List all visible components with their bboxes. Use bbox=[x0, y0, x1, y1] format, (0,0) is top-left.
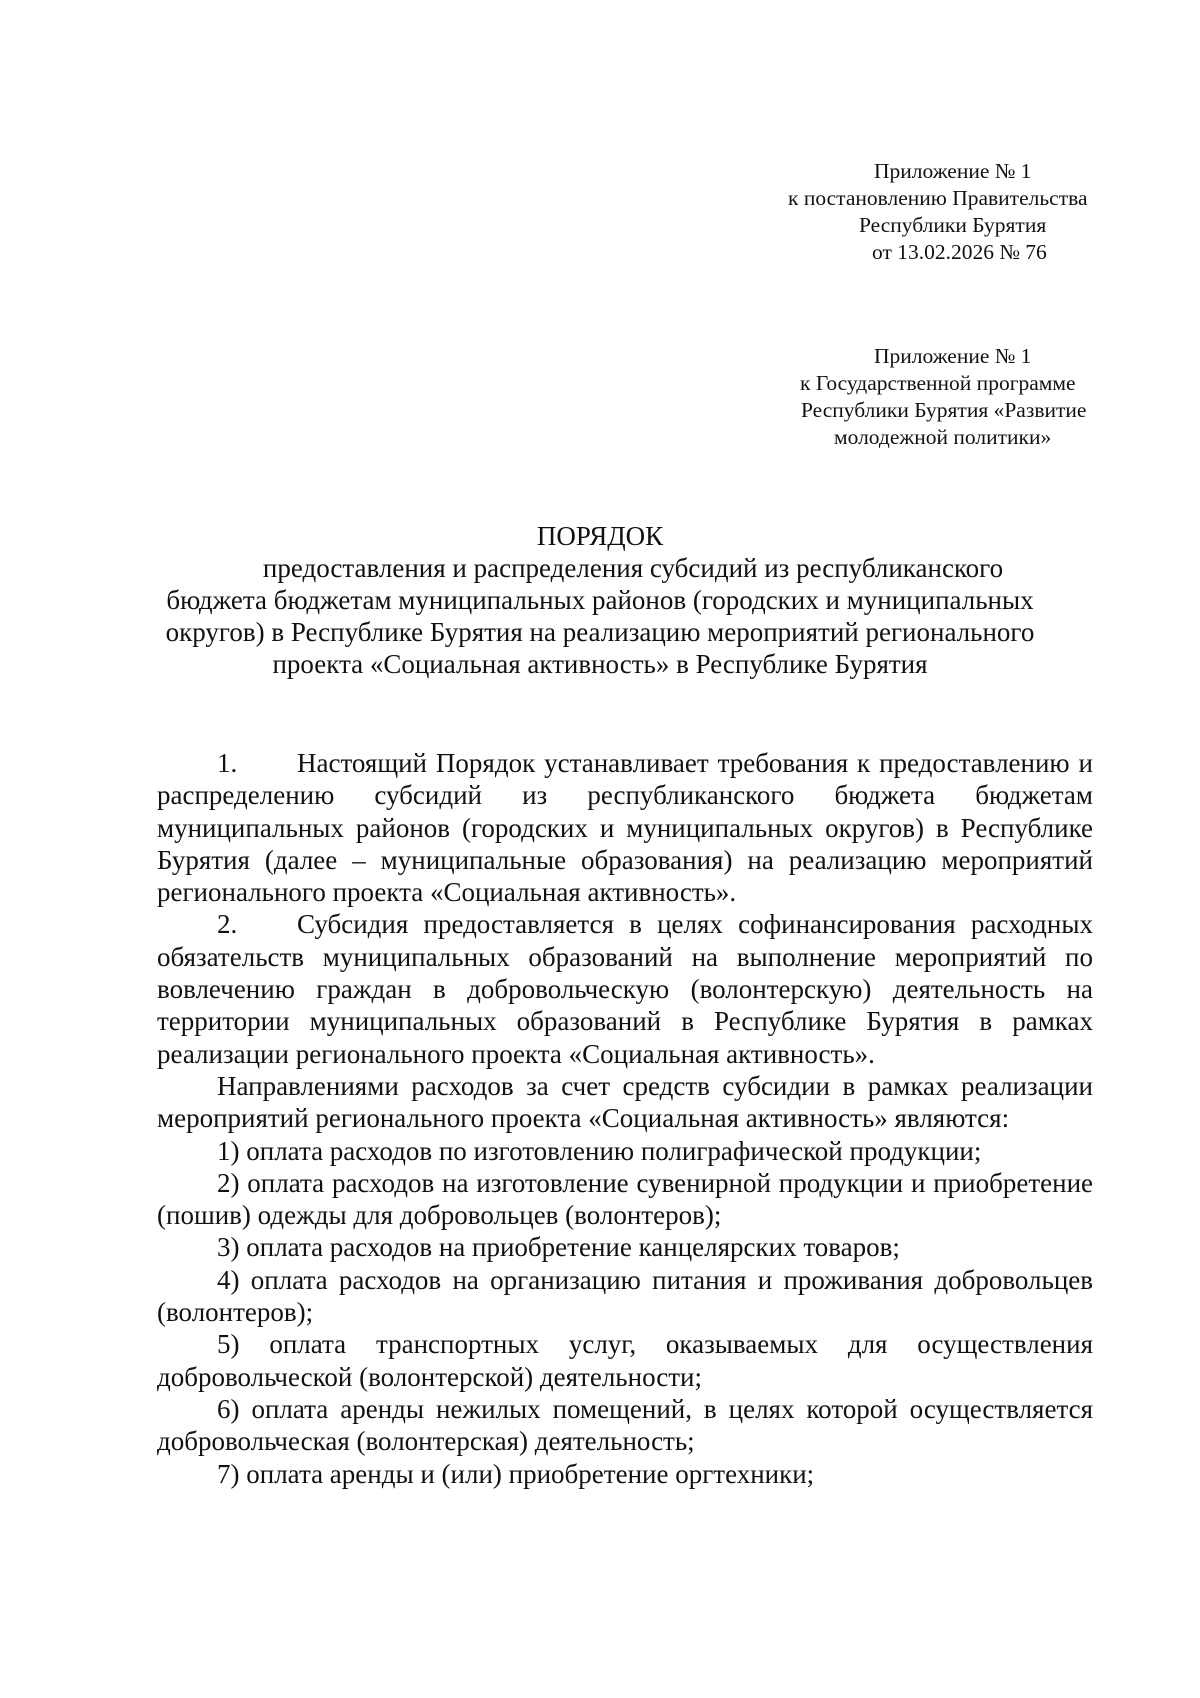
document-title bbox=[150, 520, 1050, 680]
paragraph-number: 1. bbox=[217, 748, 238, 778]
appendix-program-line: молодежной политики» bbox=[834, 425, 1052, 449]
list-item-6: 6) оплата аренды нежилых помещений, в целях которой осуществляется добровольческая (волонтерская) деятельность; bbox=[157, 1393, 1093, 1457]
appendix-decree-line: Приложение № 1 bbox=[874, 159, 1032, 183]
appendix-program-line: к Государственной программе bbox=[800, 371, 1076, 395]
list-item-1: 1) оплата расходов по изготовлению полиграфической продукции; bbox=[217, 1135, 982, 1166]
list-item-2: 2) оплата расходов на изготовление сувенирной продукции и приобретение (пошив) одежды для добровольцев (волонтеров); bbox=[157, 1167, 1093, 1231]
title-subtitle-line: проекта «Социальная активность» в Республике Бурятия bbox=[272, 649, 928, 679]
document-body bbox=[157, 747, 1093, 1490]
title-heading: ПОРЯДОК bbox=[536, 521, 664, 551]
appendix-program-line: Приложение № 1 bbox=[874, 344, 1032, 368]
appendix-decree-line: от 13.02.2026 № 76 bbox=[872, 240, 1047, 264]
title-subtitle-line: бюджета бюджетам муниципальных районов (городских и муниципальных bbox=[166, 585, 1034, 615]
title-subtitle-line: предоставления и распределения субсидий из республиканского bbox=[262, 553, 1004, 583]
title-subtitle-line: округов) в Республике Бурятия на реализацию мероприятий регионального bbox=[165, 617, 1035, 647]
appendix-program-line: Республики Бурятия «Развитие bbox=[801, 398, 1087, 422]
paragraph-text: Настоящий Порядок устанавливает требования к предоставлению и распределению субсидий из республиканского бюджета бюджетам муниципальных районов (городских и муниципальных округов) в Республике Бурятия (далее – муниципальные образования) на реализацию мероприятий регионального проекта «Социальная активность». bbox=[157, 748, 1093, 908]
paragraph-1 bbox=[157, 747, 1093, 908]
appendix-decree-line: к постановлению Правительства bbox=[788, 186, 1088, 210]
paragraph-2 bbox=[157, 908, 1093, 1069]
appendix-decree-line: Республики Бурятия bbox=[859, 213, 1047, 237]
paragraph-number: 2. bbox=[217, 909, 238, 940]
paragraph-text: Субсидия предоставляется в целях софинансирования расходных обязательств муниципальных образований на выполнение мероприятий по вовлечению граждан в добровольческую (волонтерскую) деятельность на территории муниципальных образований в Республике Бурятия в рамках реализации регионального проекта «Социальная активность». bbox=[157, 909, 1093, 1069]
list-item-5: 5) оплата транспортных услуг, оказываемых для осуществления добровольческой (волонтерской) деятельности; bbox=[157, 1329, 1093, 1392]
paragraph-expense-directions: Направлениями расходов за счет средств субсидии в рамках реализации мероприятий регионального проекта «Социальная активность» являются: bbox=[157, 1070, 1093, 1134]
list-item-7: 7) оплата аренды и (или) приобретение оргтехники; bbox=[217, 1458, 815, 1489]
list-item-4: 4) оплата расходов на организацию питания и проживания добровольцев (волонтеров); bbox=[157, 1264, 1093, 1328]
list-item-3: 3) оплата расходов на приобретение канцелярских товаров; bbox=[217, 1232, 900, 1263]
